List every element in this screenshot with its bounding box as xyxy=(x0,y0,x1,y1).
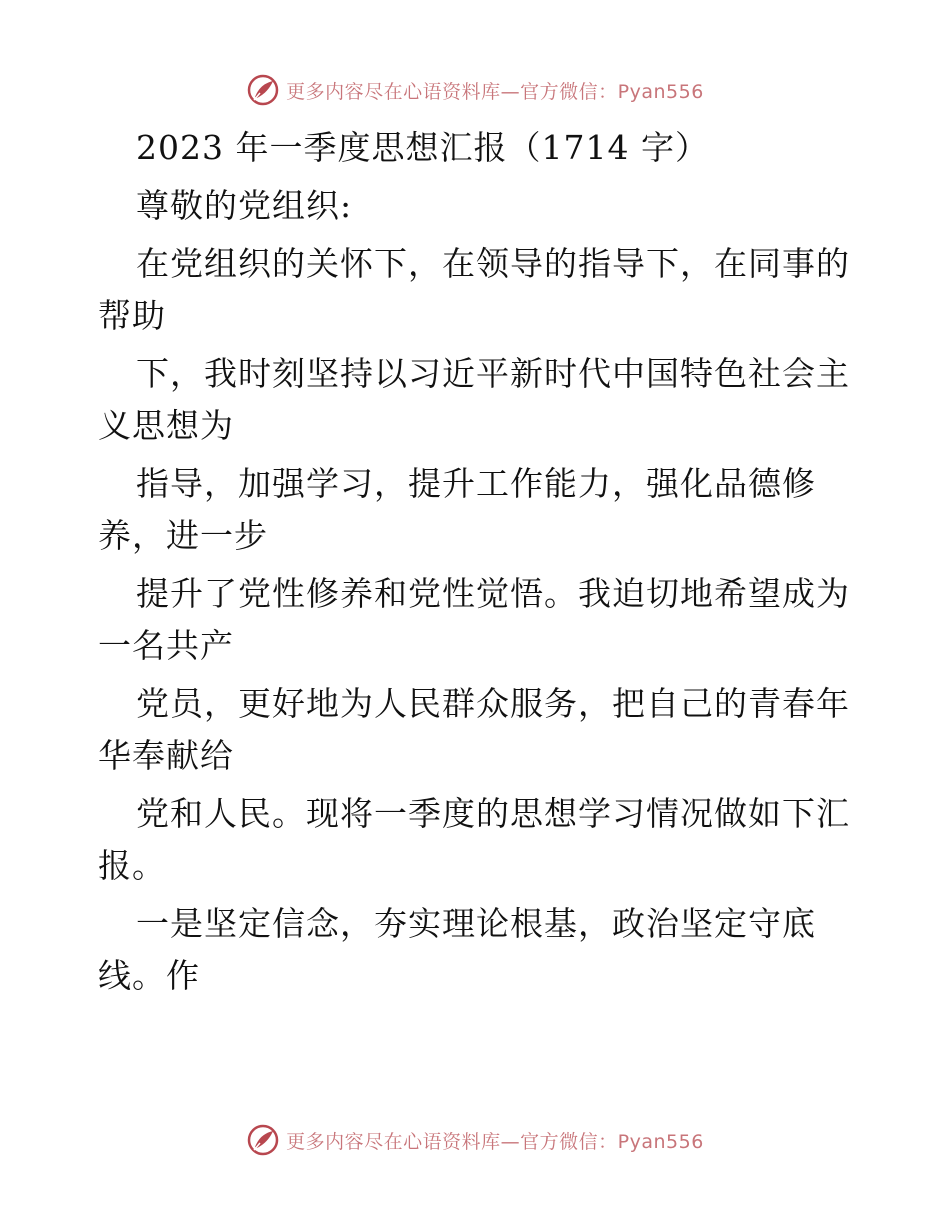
paragraph-line: 提升了党性修养和党性觉悟。我迫切地希望成为 xyxy=(136,574,850,613)
paragraph-line: 一是坚定信念，夯实理论根基，政治坚定守底 xyxy=(136,904,816,943)
paragraph-line: 党和人民。现将一季度的思想学习情况做如下汇 xyxy=(136,794,850,833)
paragraph-line: 帮助 xyxy=(98,296,166,335)
header-banner-text: 更多内容尽在心语资料库—官方微信：Pyan556 xyxy=(286,80,704,103)
paragraph-line: 下，我时刻坚持以习近平新时代中国特色社会主 xyxy=(136,354,850,393)
document-title: 2023 年一季度思想汇报（1714 字） xyxy=(136,128,709,167)
paragraph-line: 在党组织的关怀下，在领导的指导下，在同事的 xyxy=(136,244,850,283)
paragraph-line: 指导，加强学习，提升工作能力，强化品德修 xyxy=(136,464,816,503)
paragraph-line: 华奉献给 xyxy=(98,736,234,775)
footer-banner-text: 更多内容尽在心语资料库—官方微信：Pyan556 xyxy=(286,1130,704,1153)
header-banner xyxy=(0,70,950,110)
leaf-pen-logo-icon xyxy=(246,1123,280,1157)
paragraph-line: 养，进一步 xyxy=(98,516,268,555)
footer-banner xyxy=(0,1120,950,1160)
paragraph-line: 一名共产 xyxy=(98,626,234,665)
leaf-pen-logo-icon xyxy=(246,73,280,107)
document-body xyxy=(98,122,858,1002)
paragraph-line: 线。作 xyxy=(98,956,200,995)
salutation: 尊敬的党组织: xyxy=(136,186,353,225)
paragraph-line: 义思想为 xyxy=(98,406,234,445)
paragraph-line: 党员，更好地为人民群众服务，把自己的青春年 xyxy=(136,684,850,723)
paragraph-line: 报。 xyxy=(98,846,166,885)
